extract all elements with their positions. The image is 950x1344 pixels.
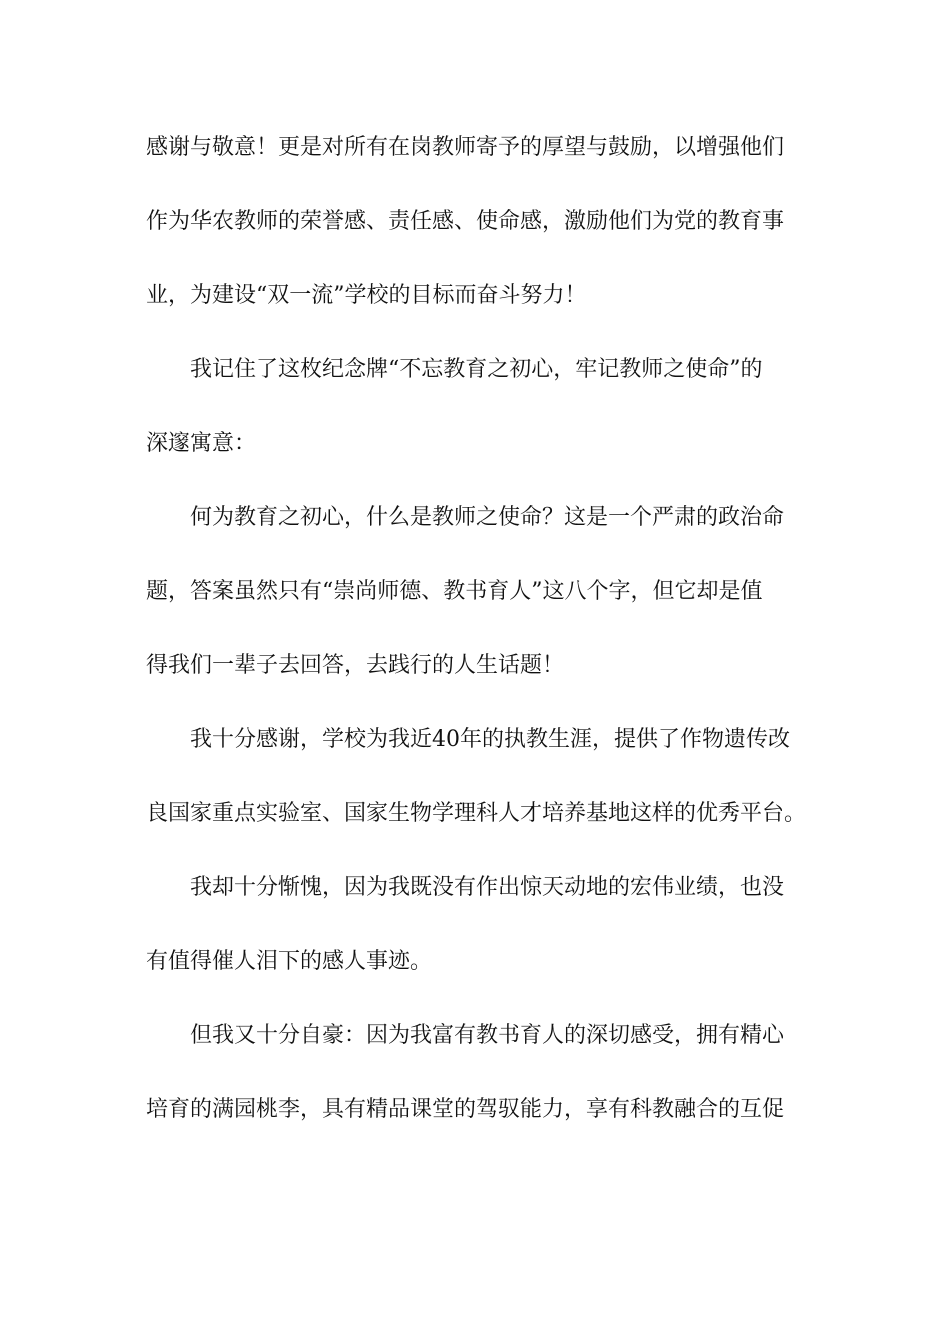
paragraph-start-line: 我十分感谢，学校为我近40年的执教生涯，提供了作物遗传改: [190, 727, 790, 752]
paragraph-start-line: 何为教育之初心，什么是教师之使命？这是一个严肃的政治命: [190, 505, 785, 530]
text-line: 得我们一辈子去回答，去践行的人生话题！: [146, 653, 565, 678]
text-line: 有值得催人泪下的感人事迹。: [146, 949, 433, 974]
body-text: [146, 128, 806, 1164]
paragraph-start-line: 我记住了这枚纪念牌“不忘教育之初心，牢记教师之使命”的: [190, 357, 763, 382]
text-line: 业，为建设“双一流”学校的目标而奋斗努力！: [146, 283, 587, 308]
text-line: 良国家重点实验室、国家生物学理科人才培养基地这样的优秀平台。: [146, 801, 807, 826]
text-line: 培育的满园桃李，具有精品课堂的驾驭能力，享有科教融合的互促: [146, 1097, 785, 1122]
text-line: 深邃寓意：: [146, 431, 257, 456]
paragraph-start-line: 但我又十分自豪：因为我富有教书育人的深切感受，拥有精心: [190, 1023, 785, 1048]
text-line: 题，答案虽然只有“崇尚师德、教书育人”这八个字，但它却是值: [146, 579, 763, 604]
paragraph-start-line: 我却十分惭愧，因为我既没有作出惊天动地的宏伟业绩，也没: [190, 875, 785, 900]
text-line: 感谢与敬意！更是对所有在岗教师寄予的厚望与鼓励，以增强他们: [146, 135, 785, 160]
text-line: 作为华农教师的荣誉感、责任感、使命感，激励他们为党的教育事: [146, 209, 785, 234]
